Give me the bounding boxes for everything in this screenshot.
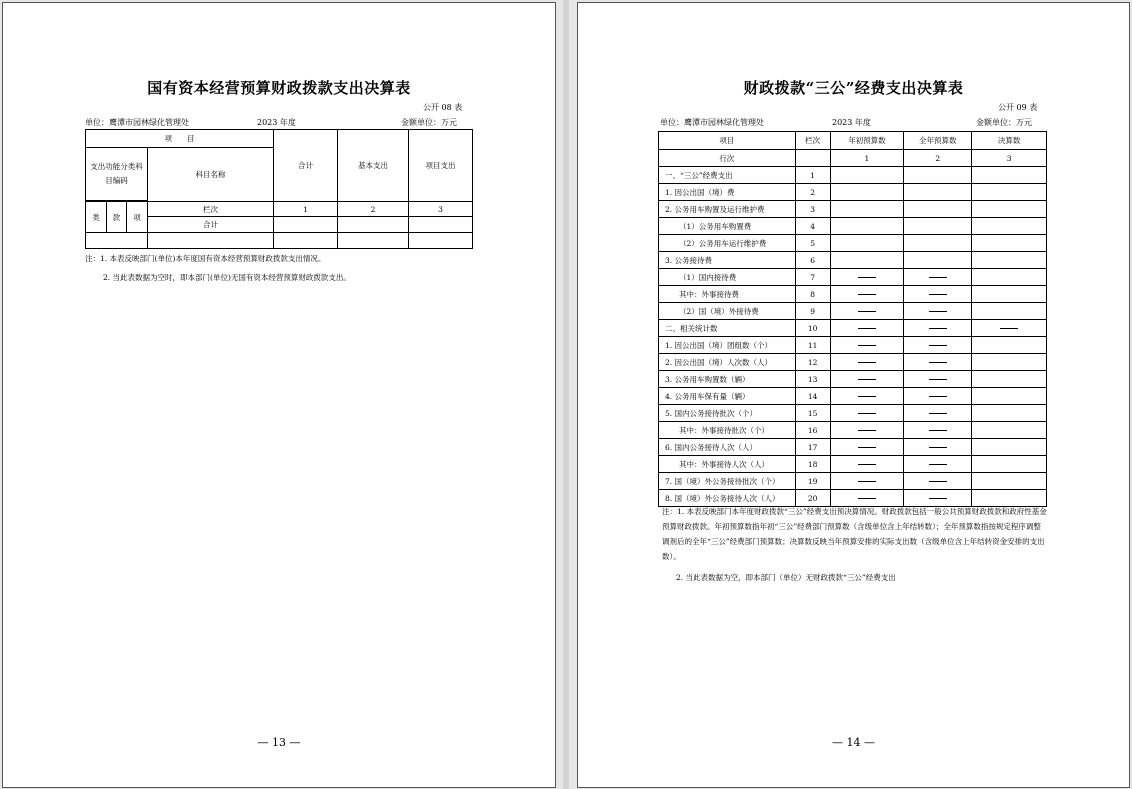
table-row [659, 473, 1047, 490]
row-label: 3. 公务接待费 [659, 252, 796, 269]
blank-cell [274, 233, 338, 249]
not-applicable-cell [904, 456, 972, 473]
header-subject-name: 科目名称 [148, 148, 274, 202]
basic-cell [338, 217, 409, 233]
row-number: 3 [795, 201, 830, 218]
header-lanci: 栏次 [795, 132, 830, 150]
not-applicable-cell [830, 422, 904, 439]
blank-cell [409, 233, 473, 249]
dash-mark [929, 430, 947, 431]
header-budget-initial: 年初预算数 [830, 132, 904, 150]
unit-label: 单位：鹰潭市园林绿化管理处 [660, 118, 764, 127]
project-cell [409, 217, 473, 233]
not-applicable-cell [904, 320, 972, 337]
table-row [659, 320, 1047, 337]
not-applicable-cell [830, 371, 904, 388]
not-applicable-cell [830, 303, 904, 320]
header-total: 合计 [274, 130, 338, 202]
not-applicable-cell [830, 473, 904, 490]
value-cell [972, 235, 1047, 252]
header-lei: 类 [86, 202, 107, 233]
header-project: 项 目 [86, 130, 274, 148]
not-applicable-cell [904, 388, 972, 405]
value-cell [972, 439, 1047, 456]
value-cell [830, 218, 904, 235]
col-index-3: 3 [409, 202, 473, 217]
row-label: 1. 因公出国（境）团组数（个） [659, 337, 796, 354]
table-row [659, 286, 1047, 303]
value-cell [972, 473, 1047, 490]
not-applicable-cell [904, 303, 972, 320]
value-cell [972, 456, 1047, 473]
value-cell [972, 303, 1047, 320]
not-applicable-cell [972, 320, 1047, 337]
amount-unit-label: 金额单位：万元 [401, 118, 457, 127]
row-number: 17 [795, 439, 830, 456]
table-row [659, 201, 1047, 218]
table-row [659, 337, 1047, 354]
not-applicable-cell [830, 456, 904, 473]
row-number: 2 [795, 184, 830, 201]
not-applicable-cell [830, 405, 904, 422]
dash-mark [929, 328, 947, 329]
index-col-3: 3 [972, 150, 1047, 167]
value-cell [972, 201, 1047, 218]
table-row [659, 218, 1047, 235]
value-cell [972, 371, 1047, 388]
row-label: 7. 国（境）外公务接待批次（个） [659, 473, 796, 490]
index-row-label: 行次 [659, 150, 796, 167]
header-project: 项目 [659, 132, 796, 150]
dash-mark [929, 413, 947, 414]
header-func-code: 支出功能分类科目编码 [86, 148, 148, 201]
budget-table [85, 129, 473, 249]
table-row [659, 439, 1047, 456]
amount-unit-label: 金额单位：万元 [976, 118, 1032, 127]
row-label: 6. 国内公务接待人次（人） [659, 439, 796, 456]
row-label: （1）公务用车购置费 [659, 218, 796, 235]
page-number: — 14 — [832, 736, 875, 749]
blank-cell [148, 233, 274, 249]
row-number: 13 [795, 371, 830, 388]
page-14 [577, 2, 1130, 788]
row-number: 4 [795, 218, 830, 235]
row-number: 8 [795, 286, 830, 303]
dash-mark [858, 379, 876, 380]
row-label: 2. 公务用车购置及运行维护费 [659, 201, 796, 218]
row-label: 3. 公务用车购置数（辆） [659, 371, 796, 388]
not-applicable-cell [904, 405, 972, 422]
value-cell [972, 286, 1047, 303]
row-label: 5. 国内公务接待批次（个） [659, 405, 796, 422]
dash-mark [929, 498, 947, 499]
row-label: （1）国内接待费 [659, 269, 796, 286]
page-title: 国有资本经营预算财政拨款支出决算表 [147, 79, 411, 97]
row-number: 11 [795, 337, 830, 354]
not-applicable-cell [904, 269, 972, 286]
dash-mark [858, 345, 876, 346]
not-applicable-cell [904, 337, 972, 354]
not-applicable-cell [830, 439, 904, 456]
col-index-2: 2 [338, 202, 409, 217]
value-cell [972, 388, 1047, 405]
header-project-exp: 项目支出 [409, 130, 473, 202]
dash-mark [858, 447, 876, 448]
dash-mark [858, 294, 876, 295]
row-label: （2）国（境）外接待费 [659, 303, 796, 320]
not-applicable-cell [904, 371, 972, 388]
value-cell [904, 167, 972, 184]
col-index-1: 1 [274, 202, 338, 217]
index-row-blank [795, 150, 830, 167]
row-label: 一、“三公”经费支出 [659, 167, 796, 184]
not-applicable-cell [830, 286, 904, 303]
not-applicable-cell [830, 354, 904, 371]
row-number: 10 [795, 320, 830, 337]
note-1: 注：1. 本表反映部门本年度财政拨款“三公”经费支出预决算情况。财政拨款包括一般公共预算财政拨款和政府性基金预算财政拨款。年初预算数指年初“三公”经费部门预算数（含级单位含上年结转数）；全年预算数指按规定程序调整调剂后的全年“三公”经费部门预算数；决算数反映当年预算安排的实际支出数（含级单位含上年结转资金安排的支出数）。 [662, 507, 1047, 561]
note-2: 2. 当此表数据为空，即本部门（单位）无财政拨款“三公”经费支出 [676, 573, 896, 582]
table-row [659, 371, 1047, 388]
row-number: 6 [795, 252, 830, 269]
value-cell [972, 354, 1047, 371]
dash-mark [858, 362, 876, 363]
not-applicable-cell [830, 320, 904, 337]
table-row [659, 184, 1047, 201]
year-label: 2023 年度 [832, 118, 871, 127]
not-applicable-cell [904, 422, 972, 439]
dash-mark [929, 481, 947, 482]
row-number: 15 [795, 405, 830, 422]
table-row [659, 456, 1047, 473]
value-cell [972, 269, 1047, 286]
row-number: 1 [795, 167, 830, 184]
value-cell [972, 252, 1047, 269]
sangong-table [658, 131, 1047, 507]
value-cell [830, 235, 904, 252]
value-cell [904, 252, 972, 269]
dash-mark [929, 345, 947, 346]
dash-mark [929, 379, 947, 380]
row-number: 20 [795, 490, 830, 507]
table-row [659, 252, 1047, 269]
table-row [659, 388, 1047, 405]
row-label: 1. 因公出国（境）费 [659, 184, 796, 201]
table-row [659, 269, 1047, 286]
dash-mark [929, 464, 947, 465]
dash-mark [858, 430, 876, 431]
not-applicable-cell [830, 337, 904, 354]
index-col-1: 1 [830, 150, 904, 167]
dash-mark [858, 464, 876, 465]
page-number: — 13 — [257, 736, 301, 749]
header-final: 决算数 [972, 132, 1047, 150]
value-cell [972, 184, 1047, 201]
note-2: 2. 当此表数据为空时，即本部门(单位)无国有资本经营预算财政拨款支出。 [103, 273, 351, 282]
value-cell [830, 252, 904, 269]
page-title: 财政拨款“三公”经费支出决算表 [743, 79, 964, 97]
dash-mark [929, 311, 947, 312]
value-cell [830, 201, 904, 218]
value-cell [972, 337, 1047, 354]
header-basic: 基本支出 [338, 130, 409, 202]
dash-mark [929, 277, 947, 278]
dash-mark [1000, 328, 1018, 329]
header-xiang: 项 [127, 202, 148, 233]
index-col-2: 2 [904, 150, 972, 167]
value-cell [972, 405, 1047, 422]
value-cell [904, 218, 972, 235]
dash-mark [858, 277, 876, 278]
value-cell [904, 201, 972, 218]
total-cell [274, 217, 338, 233]
row-label: 其中：外事接待人次（人） [659, 456, 796, 473]
value-cell [972, 422, 1047, 439]
not-applicable-cell [904, 354, 972, 371]
dash-mark [858, 481, 876, 482]
blank-cell [338, 233, 409, 249]
table-row [659, 235, 1047, 252]
dash-mark [858, 328, 876, 329]
dash-mark [929, 362, 947, 363]
value-cell [830, 167, 904, 184]
row-number: 19 [795, 473, 830, 490]
not-applicable-cell [904, 439, 972, 456]
not-applicable-cell [904, 286, 972, 303]
row-label: 2. 因公出国（境）人次数（人） [659, 354, 796, 371]
row-lanci: 栏次 [148, 202, 274, 217]
dash-mark [858, 413, 876, 414]
header-kuan: 款 [107, 202, 127, 233]
row-label: 其中：外事接待批次（个） [659, 422, 796, 439]
blank-cell [86, 233, 148, 249]
value-cell [904, 235, 972, 252]
form-code: 公开 09 表 [998, 103, 1038, 112]
row-label: （2）公务用车运行维护费 [659, 235, 796, 252]
year-label: 2023 年度 [257, 118, 296, 127]
dash-mark [929, 447, 947, 448]
row-number: 12 [795, 354, 830, 371]
dash-mark [929, 294, 947, 295]
table-row [659, 405, 1047, 422]
not-applicable-cell [830, 269, 904, 286]
row-number: 7 [795, 269, 830, 286]
page-13 [2, 2, 556, 788]
table-row [659, 354, 1047, 371]
row-number: 16 [795, 422, 830, 439]
value-cell [904, 184, 972, 201]
form-code: 公开 08 表 [423, 103, 463, 112]
value-cell [972, 218, 1047, 235]
not-applicable-cell [904, 473, 972, 490]
row-total: 合计 [148, 217, 274, 233]
row-label: 8. 国（境）外公务接待人次（人） [659, 490, 796, 507]
row-label: 二、相关统计数 [659, 320, 796, 337]
row-label: 其中：外事接待费 [659, 286, 796, 303]
header-budget-full: 全年预算数 [904, 132, 972, 150]
row-number: 9 [795, 303, 830, 320]
value-cell [972, 167, 1047, 184]
dash-mark [858, 396, 876, 397]
table-row [659, 422, 1047, 439]
row-number: 18 [795, 456, 830, 473]
table-row [659, 303, 1047, 320]
row-number: 14 [795, 388, 830, 405]
note-1: 注：1. 本表反映部门(单位)本年度国有资本经营预算财政拨款支出情况。 [85, 254, 326, 263]
dash-mark [929, 396, 947, 397]
row-label: 4. 公务用车保有量（辆） [659, 388, 796, 405]
row-number: 5 [795, 235, 830, 252]
not-applicable-cell [830, 388, 904, 405]
dash-mark [858, 311, 876, 312]
table-row [659, 167, 1047, 184]
value-cell [830, 184, 904, 201]
page-divider [563, 0, 569, 789]
unit-label: 单位：鹰潭市园林绿化管理处 [85, 118, 189, 127]
dash-mark [858, 498, 876, 499]
